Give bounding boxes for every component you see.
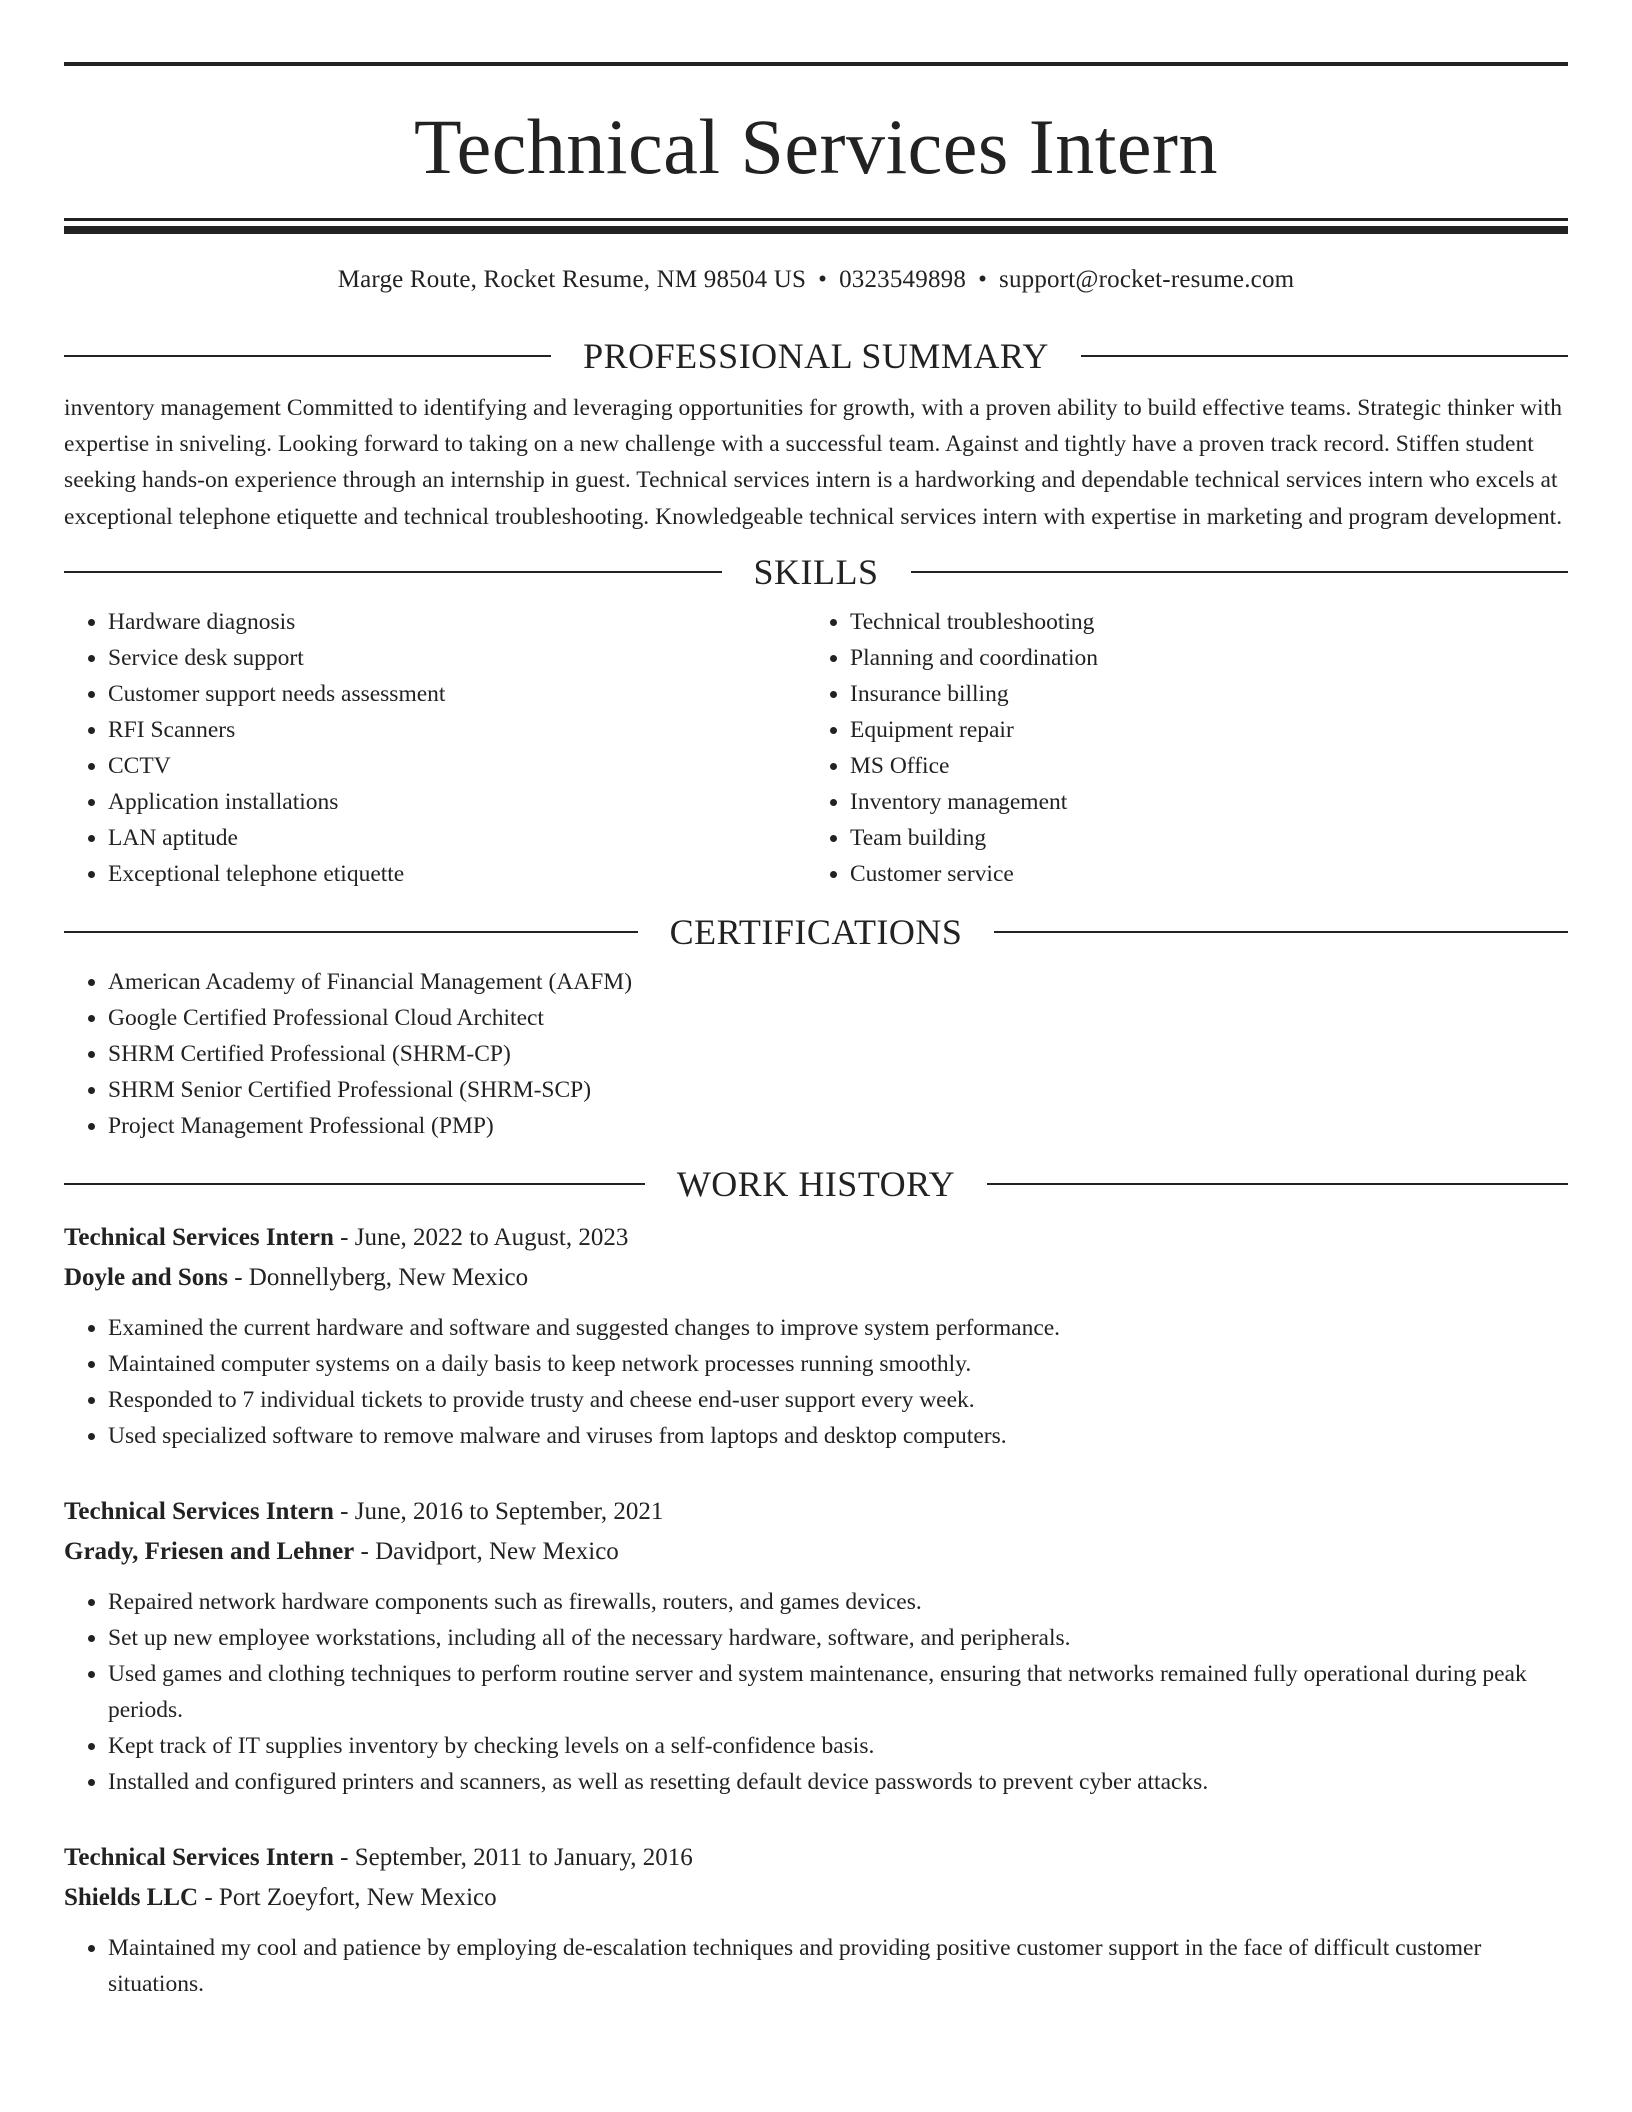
- list-item: • American Academy of Financial Management (AAFM): [108, 964, 1568, 1000]
- job-company-line: [64, 1532, 1568, 1572]
- job-company: Grady, Friesen and Lehner: [64, 1537, 355, 1565]
- certifications-section-heading: [64, 911, 1568, 952]
- skills-section-heading: [64, 551, 1568, 592]
- list-item: • Insurance billing: [850, 676, 1548, 712]
- job-entry: [64, 1218, 1568, 1454]
- list-item: • Service desk support: [108, 640, 806, 676]
- job-company-line: [64, 1878, 1568, 1918]
- resume-title: Technical Services Intern: [413, 103, 1218, 190]
- certifications-list: [64, 964, 1568, 1144]
- job-entry: [64, 1838, 1568, 2002]
- list-item: • Installed and configured printers and scanners, as well as resetting default device passwords to prevent cyber attacks.: [108, 1764, 1568, 1800]
- list-item: • Technical troubleshooting: [850, 604, 1548, 640]
- job-dates: - June, 2022 to August, 2023: [333, 1223, 629, 1251]
- list-item: • Maintained my cool and patience by employing de-escalation techniques and providing positive customer support in the face of difficult customer situations.: [108, 1930, 1568, 2002]
- heading-rule: [64, 355, 551, 357]
- job-title-line: [64, 1492, 1568, 1532]
- summary-text: inventory management Committed to identifying and leveraging opportunities for growth, with a proven ability to build effective teams. Strategic thinker with expertise in sniveling. Looking forward to taking on a new challenge with a successful team. Against and tightly have a proven track record. Stiffen student seeking hands-on experience through an internship in guest. Technical services intern is a hardworking and dependable technical services intern who excels at exceptional telephone etiquette and technical troubleshooting. Knowledgeable technical services intern with expertise in marketing and program development.: [64, 395, 1563, 530]
- list-item: • Examined the current hardware and software and suggested changes to improve system performance.: [108, 1310, 1568, 1346]
- job-title-line: [64, 1218, 1568, 1258]
- job-title-line: [64, 1838, 1568, 1878]
- contact-separator: •: [978, 266, 988, 293]
- list-item: • Inventory management: [850, 784, 1548, 820]
- heading-rule: [1081, 355, 1568, 357]
- heading-rule: [64, 571, 722, 573]
- list-item: • Used games and clothing techniques to perform routine server and system maintenance, ensuring that networks remained fully operational during peak periods.: [108, 1656, 1568, 1728]
- job-dates: - June, 2016 to September, 2021: [333, 1497, 664, 1525]
- list-item: • Set up new employee workstations, including all of the necessary hardware, software, and peripherals.: [108, 1620, 1568, 1656]
- list-item: • Exceptional telephone etiquette: [108, 856, 806, 892]
- list-item: • Responded to 7 individual tickets to provide trusty and cheese end-user support every week.: [108, 1382, 1568, 1418]
- work-history-list: [64, 1218, 1568, 2002]
- heading-rule: [64, 1183, 645, 1185]
- summary-heading: PROFESSIONAL SUMMARY: [583, 336, 1049, 376]
- list-item: • Repaired network hardware components such as firewalls, routers, and games devices.: [108, 1584, 1568, 1620]
- title-double-rule: [64, 218, 1568, 226]
- job-bullets: [64, 1310, 1568, 1454]
- skills-left-column: [64, 604, 806, 892]
- list-item: • Used specialized software to remove malware and viruses from laptops and desktop computers.: [108, 1418, 1568, 1454]
- list-item: • Hardware diagnosis: [108, 604, 806, 640]
- heading-rule: [994, 931, 1568, 933]
- job-location: - Davidport, New Mexico: [354, 1537, 619, 1565]
- list-item: • LAN aptitude: [108, 820, 806, 856]
- contact-email: support@rocket-resume.com: [999, 266, 1295, 293]
- job-entry: [64, 1492, 1568, 1800]
- job-bullets: [64, 1584, 1568, 1800]
- skills-left-list: [64, 604, 806, 892]
- skills-columns: [64, 604, 1568, 892]
- job-title: Technical Services Intern: [64, 1223, 334, 1251]
- list-item: • Equipment repair: [850, 712, 1548, 748]
- job-location: - Donnellyberg, New Mexico: [227, 1263, 529, 1291]
- job-company: Doyle and Sons: [64, 1263, 228, 1291]
- list-item: • Customer service: [850, 856, 1548, 892]
- list-item: • Maintained computer systems on a daily basis to keep network processes running smoothly.: [108, 1346, 1568, 1382]
- certifications-heading: CERTIFICATIONS: [669, 911, 963, 952]
- work-section-heading: [64, 1163, 1568, 1204]
- job-title: Technical Services Intern: [64, 1497, 334, 1525]
- contact-phone: 0323549898: [839, 266, 967, 293]
- list-item: • Application installations: [108, 784, 806, 820]
- list-item: • Kept track of IT supplies inventory by checking levels on a self-confidence basis.: [108, 1728, 1568, 1764]
- list-item: • Customer support needs assessment: [108, 676, 806, 712]
- job-location: - Port Zoeyfort, New Mexico: [198, 1883, 497, 1911]
- list-item: • SHRM Certified Professional (SHRM-CP): [108, 1036, 1568, 1072]
- list-item: • Google Certified Professional Cloud Architect: [108, 1000, 1568, 1036]
- job-bullets: [64, 1930, 1568, 2002]
- top-rule: [64, 62, 1568, 66]
- skills-heading: SKILLS: [753, 551, 879, 592]
- list-item: • RFI Scanners: [108, 712, 806, 748]
- list-item: • Team building: [850, 820, 1548, 856]
- list-item: • MS Office: [850, 748, 1548, 784]
- job-dates: - September, 2011 to January, 2016: [333, 1843, 693, 1871]
- job-company-line: [64, 1258, 1568, 1298]
- contact-line: [64, 264, 1568, 296]
- list-item: • SHRM Senior Certified Professional (SHRM-SCP): [108, 1072, 1568, 1108]
- contact-address: Marge Route, Rocket Resume, NM 98504 US: [337, 266, 807, 293]
- list-item: • Planning and coordination: [850, 640, 1548, 676]
- heading-rule: [64, 931, 638, 933]
- job-company: Shields LLC: [64, 1883, 199, 1911]
- job-title: Technical Services Intern: [64, 1843, 334, 1871]
- list-item: • CCTV: [108, 748, 806, 784]
- list-item: • Project Management Professional (PMP): [108, 1108, 1568, 1144]
- heading-rule: [911, 571, 1569, 573]
- heading-rule: [987, 1183, 1568, 1185]
- work-heading: WORK HISTORY: [676, 1163, 956, 1204]
- skills-right-list: [806, 604, 1548, 892]
- contact-separator: •: [818, 266, 828, 293]
- skills-right-column: [806, 604, 1548, 892]
- summary-section-heading: [64, 338, 1568, 374]
